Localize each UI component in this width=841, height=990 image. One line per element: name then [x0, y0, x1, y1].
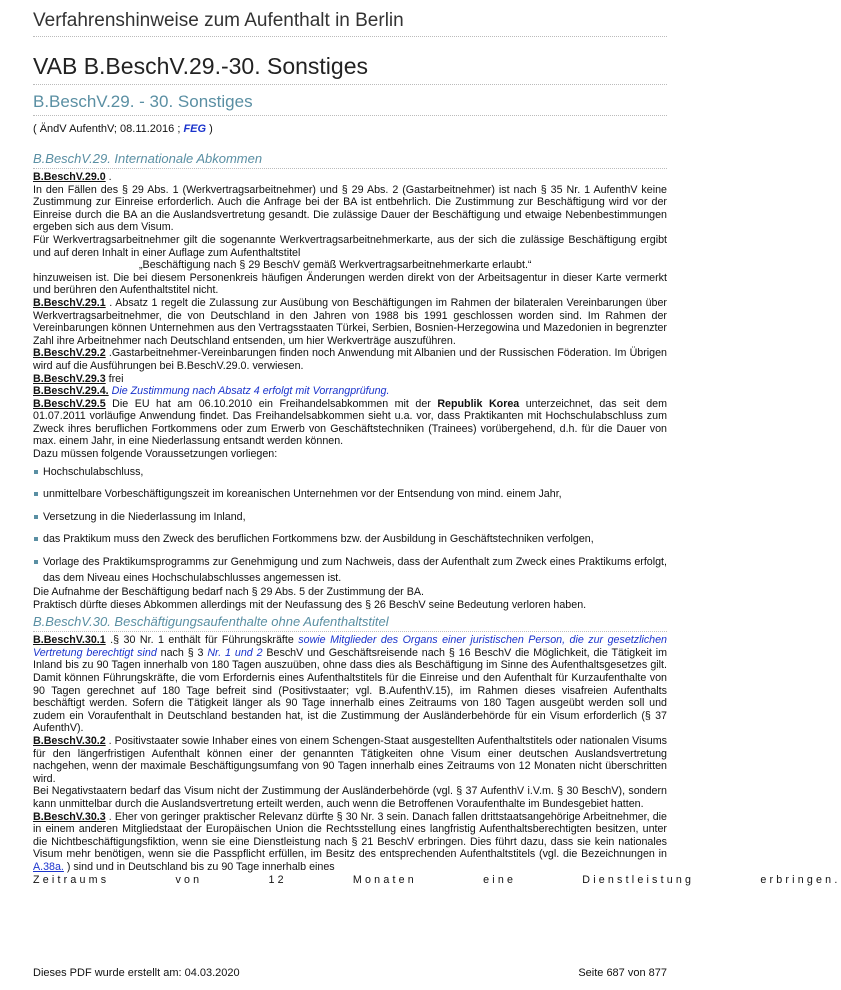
list-item: Hochschulabschluss, — [33, 464, 667, 480]
footer-created-date: Dieses PDF wurde erstellt am: 04.03.2020 — [33, 967, 240, 979]
paragraph-29-0-c: hinzuweisen ist. Die bei diesem Personenkreis häufigen Änderungen werden direkt von der Arbeitsagentur in dieser Karte vermerkt und berühren den Aufenthaltstitel nicht. — [33, 271, 667, 297]
quoted-condition: „Beschäftigung nach § 29 BeschV gemäß Werkvertragsarbeitnehmerkarte erlaubt.“ — [139, 259, 532, 272]
feg-link[interactable]: FEG — [183, 123, 207, 135]
amendment-prefix: ( ÄndV AufenthV; 08.11.2016 ; — [33, 123, 184, 135]
paragraph-30-2-b: Bei Negativstaatern bedarf das Visum nicht der Zustimmung der Ausländerbehörde (vgl. § 37 AufenthV i.V.m. § 30 BeschV), sondern kann unmittelbar durch die Auslandsvertretung erteilt werden, auch wenn die Betroffenen Voraufenthalte im Bundesgebiet hatten. — [33, 785, 667, 810]
paragraph-29-0: In den Fällen des § 29 Abs. 1 (Werkvertragsarbeitnehmer) und § 29 Abs. 2 (Gastarbeitnehmer) ist nach § 35 Nr. 1 AufenthV keine Zustimmung zur Einreise erforderlich. Auch die Anfrage bei der BA ist entbehrlich. Die Zustimmung zur Beschäftigung wird vor der Einreise durch die BA an die Auslandsvertretung gesandt. Die zulässige Dauer der Beschäftigung und etwaige Nebenbestimmungen ergeben sich aus dem Visum. — [33, 183, 667, 234]
bullet-square-icon — [34, 560, 38, 564]
title-divider — [33, 84, 667, 85]
header-divider — [33, 36, 667, 37]
anchor-29-1[interactable]: B.BeschV.29.1 — [33, 296, 106, 309]
paragraph-30-3-last-line: Zeitraums von 12 Monaten eine Dienstleistung erbringen. — [33, 873, 841, 886]
requirements-list — [33, 464, 667, 586]
anchor-29-2[interactable]: B.BeschV.29.2 — [33, 347, 106, 360]
subsection-heading-30: B.BeschV.30. Beschäftigungsaufenthalte ohne Aufenthaltstitel — [33, 614, 667, 632]
paragraph-29-3: B.BeschV.29.3 frei — [33, 372, 124, 385]
paragraph-29-5: B.BeschV.29.5 Die EU hat am 06.10.2010 ein Freihandelsabkommen mit der Republik Korea unterzeichnet, das seit dem 01.07.2011 vorläufige Anwendung findet. Das Freihandelsabkommen sieht u.a. vor, dass Praktikanten mit Hochschulabschluss zum Zweck ihres beruflichen Fortkommens oder zum Erwerb von Geschäftstechniken (Trainees) vorübergehend, d.h. für die Dauer von max. einem Jahr, in eine Niederlassung entsandt werden können. — [33, 397, 667, 448]
paragraph-29-1: B.BeschV.29.1 . Absatz 1 regelt die Zulassung zur Ausübung von Beschäftigungen im Rahmen der bilateralen Vereinbarungen über Werkvertragsarbeitnehmer, die von Deutschland in den Jahren von 1988 bis 1991 geschlossen worden sind. Im Rahmen der Vereinbarungen können Unternehmen aus den Vertragsstaaten Türkei, Serbien, Bosnien-Herzegowina und Mazedonien in begrenzter Zahl ihre Arbeitnehmer nach Deutschland entsenden, um hier Werkverträge auszuführen. — [33, 296, 667, 347]
amendment-suffix: ) — [206, 123, 213, 135]
paragraph-29-after-a: Die Aufnahme der Beschäftigung bedarf nach § 29 Abs. 5 der Zustimmung der BA. — [33, 586, 424, 599]
document-body — [33, 151, 841, 886]
paragraph-29-0-b: Für Werkvertragsarbeitnehmer gilt die sogenannte Werkvertragsarbeitnehmerkarte, aus der sich die zulässige Beschäftigung ergibt und auf deren Inhalt in einer Auflage zum Aufenthaltstitel — [33, 233, 667, 259]
anchor-30-1[interactable]: B.BeschV.30.1 — [33, 634, 106, 647]
list-item: Versetzung in die Niederlassung im Inland, — [33, 509, 667, 525]
paragraph-29-2: B.BeschV.29.2 .Gastarbeitnehmer-Vereinbarungen finden noch Anwendung mit Albanien und der Russischen Föderation. Im Übrigen wird auf die Ausführungen bei B.BeschV.29.0. verwiesen. — [33, 347, 667, 372]
anchor-29-5[interactable]: B.BeschV.29.5 — [33, 397, 106, 410]
list-item: unmittelbare Vorbeschäftigungszeit im koreanischen Unternehmen vor der Entsendung von mind. einem Jahr, — [33, 486, 667, 502]
bullet-square-icon — [34, 515, 38, 519]
anchor-29-4[interactable]: B.BeschV.29.4. — [33, 385, 109, 398]
paragraph-30-3: B.BeschV.30.3 . Eher von geringer praktischer Relevanz dürfte § 30 Nr. 3 sein. Danach fallen drittstaatsangehörige Arbeitnehmer, die in einem anderen Mitgliedstaat der Europäischen Union die Rechtsstellung eines langfristig Aufenthaltsberechtigten besitzen, unter die Nichtbeschäftigungsfiktion, wenn sie eine Dienstleistung nach § 21 BeschV erbringen. Dies führt dazu, dass sie kein nationales Visum mehr benötigen, wenn sie die Passpflicht erfüllen, im Besitz des entsprechenden Aufenthaltstitels (vgl. die Bezeichnungen in A.38a. ) sind und in Deutschland bis zu 90 Tage innerhalb eines — [33, 810, 667, 873]
subsection-heading-29: B.BeschV.29. Internationale Abkommen — [33, 151, 667, 169]
anchor-30-3[interactable]: B.BeschV.30.3 — [33, 810, 106, 823]
footer-page-number: Seite 687 von 877 — [578, 967, 667, 979]
paragraph-29-4: B.BeschV.29.4. Die Zustimmung nach Absatz 4 erfolgt mit Vorrangprüfung. — [33, 385, 390, 398]
anchor-30-2[interactable]: B.BeschV.30.2 — [33, 734, 106, 747]
bullet-square-icon — [34, 537, 38, 541]
header-title: Verfahrenshinweise zum Aufenthalt in Berlin — [33, 10, 404, 31]
anchor-29-0[interactable]: B.BeschV.29.0 — [33, 171, 106, 183]
section-title: B.BeschV.29. - 30. Sonstiges — [33, 92, 253, 111]
amendment-note — [33, 123, 213, 135]
bullet-square-icon — [34, 470, 38, 474]
bullet-square-icon — [34, 492, 38, 496]
paragraph-30-2: B.BeschV.30.2 . Positivstaater sowie Inhaber eines von einem Schengen-Staat ausgestellten Aufenthaltstitels oder nationalen Visums für den längerfristigen Aufenthalt können einer der genannten Tätigkeiten ohne Visum einer deutschen Auslandsvertretung nachgehen, wenn der maximale Beschäftigungsumfang von 90 Tagen innerhalb eines Zeitraums von 12 Monaten nicht überschritten wird. — [33, 734, 667, 785]
paragraph-30-1: B.BeschV.30.1 .§ 30 Nr. 1 enthält für Führungskräfte sowie Mitglieder des Organs einer juristischen Person, die zur gesetzlichen Vertretung berechtigt sind nach § 3 Nr. 1 und 2 BeschV und Geschäftsreisende nach § 16 BeschV die Möglichkeit, die Tätigkeit im Inland bis zu 90 Tagen innerhalb von 180 Tagen auszuüben, ohne dass dies als Beschäftigung im Sinne des Aufenthaltsgesetzes gilt. Damit können Führungskräfte, die vom Erfordernis eines Aufenthaltstitels für die Einreise und den Aufenthalt für Kurzaufenthalte von 90 Tagen gerechnet auf 180 Tage befreit sind (Positivstaater; vgl. B.AufenthV.15), im Rahmen dieses visafreien Aufenthalts beschäftigt werden. Sofern die Tätigkeit länger als 90 Tage innerhalb eines Zeitraums von 180 Tagen ausgeübt werden soll und zudem ein Voraufenthalt in Deutschland bestanden hat, ist die Zustimmung der Ausländerbehörde für ein Visum erforderlich (§ 37 AufenthV). — [33, 634, 667, 735]
document-title: VAB B.BeschV.29.-30. Sonstiges — [33, 53, 368, 79]
anchor-29-3[interactable]: B.BeschV.29.3 — [33, 372, 106, 385]
list-item: das Praktikum muss den Zweck des beruflichen Fortkommens bzw. der Ausbildung in Geschäftstechniken verfolgen, — [33, 531, 667, 547]
paragraph-29-0-label: B.BeschV.29.0 . — [33, 171, 112, 183]
paragraph-29-after-b: Praktisch dürfte dieses Abkommen allerdings mit der Neufassung des § 26 BeschV seine Bedeutung verloren haben. — [33, 598, 587, 611]
reference-link-a38a[interactable]: A.38a. — [33, 860, 64, 873]
requirements-intro: Dazu müssen folgende Voraussetzungen vorliegen: — [33, 448, 278, 461]
section-divider — [33, 115, 667, 116]
list-item: Vorlage des Praktikumsprogramms zur Genehmigung und zum Nachweis, dass der Aufenthalt zum Zweck eines Praktikums erfolgt, das dem Niveau eines Hochschulabschlusses angemessen ist. — [33, 554, 667, 586]
